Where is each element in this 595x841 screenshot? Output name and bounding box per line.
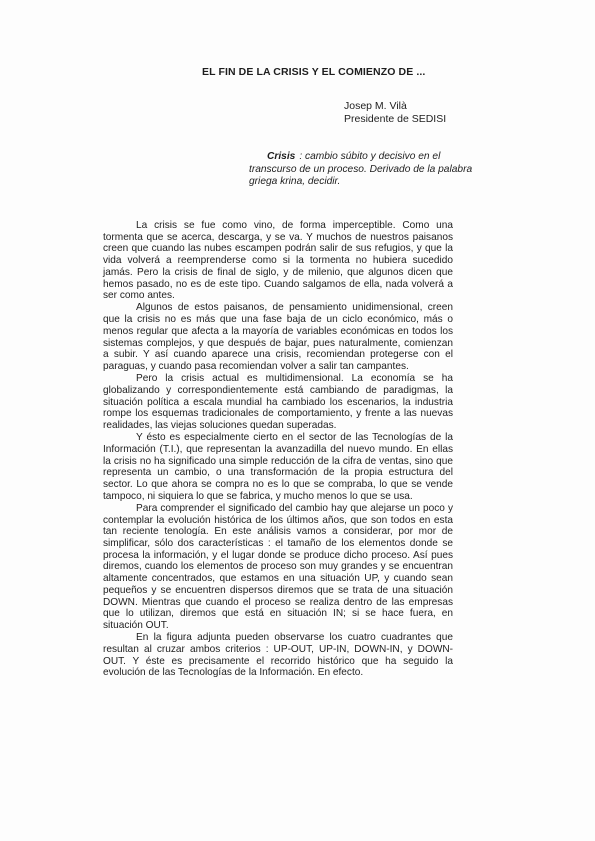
epigraph-term: Crisis — [267, 151, 296, 162]
document-title: EL FIN DE LA CRISIS Y EL COMIENZO DE ... — [202, 66, 426, 78]
author-block — [344, 100, 446, 126]
author-role: Presidente de SEDISI — [344, 113, 447, 125]
paragraph: La crisis se fue como vino, de forma imperceptible. Como una tormenta que se acerca, descarga, y se va. Y muchos de nuestros paisanos creen que cuando las nubes escampen podrán salir de sus refugios, y que la vida volverá a reemprenderse como si la tormenta no hubiera sucedido jamás. Pero la crisis de final de siglo, y de milenio, que algunos dicen que hemos pasado, no es de este tipo. Cuando salgamos de ella, nada volverá a ser como antes. — [103, 220, 453, 302]
paragraph: En la figura adjunta pueden observarse los cuatro cuadrantes que resultan al cruzar ambos criterios : UP-OUT, UP-IN, DOWN-IN, y DOWN-OUT. Y éste es precisamente el recorrido histórico que ha seguido la evolución de las Tecnologías de la Información. En efecto. — [103, 632, 453, 679]
paragraph: Para comprender el significado del cambio hay que alejarse un poco y contemplar la evolución histórica de los últimos años, que son todos en esta tan reciente tenología. En este análisis vamos a considerar, por mor de simplificar, sólo dos características : el tamaño de los elementos donde se procesa la información, y el lugar donde se produce dicho proceso. Así pues diremos, cuando los elementos de proceso son muy grandes y se encuentran altamente concentrados, que estamos en una situación UP, y cuando sean pequeños y se encuentren dispersos diremos que se trata de una situación DOWN. Mientras que cuando el proceso se realiza dentro de las empresas que lo utilizan, diremos que está en situación IN; si se hace fuera, en situación OUT. — [103, 502, 453, 631]
article-body — [103, 220, 453, 679]
author-name: Josep M. Vilà — [344, 100, 407, 112]
paragraph: Pero la crisis actual es multidimensional. La economía se ha globalizando y correspondientemente está cambiando de paradigmas, la situación política a escala mundial ha cambiado los escenarios, la industria rompe los esquemas tradicionales de comportamiento, y frente a las nuevas realidades, las viejas soluciones quedan superadas. — [103, 373, 453, 431]
epigraph — [249, 151, 479, 189]
epigraph-definition: : cambio súbito y decisivo en el transcurso de un proceso. Derivado de la palabra griega krina, decidir. — [249, 151, 473, 188]
paragraph: Algunos de estos paisanos, de pensamiento unidimensional, creen que la crisis no es más que una fase baja de un ciclo económico, más o menos regular que afecta a la mayoría de variables económicas en todos los sistemas complejos, y que después de bajar, pues naturalmente, comienzan a subir. Y así cuando aparece una crisis, recomiendan protegerse con el paraguas, y cuando pasa recomiendan volver a salir tan campantes. — [103, 302, 453, 372]
paragraph: Y ésto es especialmente cierto en el sector de las Tecnologías de la Información (T.I.), que representan la avanzadilla del nuevo mundo. En ellas la crisis no ha significado una simple reducción de la cifra de ventas, sino que representa un cambio, o una transformación de la propia estructura del sector. Lo que ahora se compra no es lo que se compraba, lo que se vende tampoco, ni siquiera lo que se fabrica, y mucho menos lo que se usa. — [103, 432, 453, 502]
